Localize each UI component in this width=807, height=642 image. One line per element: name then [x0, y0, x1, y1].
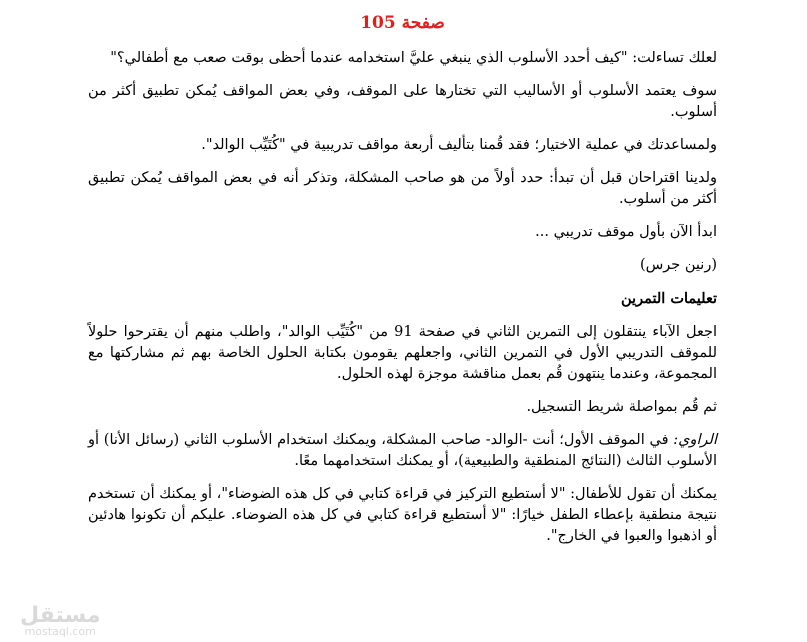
paragraph-question: لعلك تساءلت: "كيف أحدد الأسلوب الذي ينبغي عليَّ استخدامه عندما أحظى بوقت صعب مع أطفالي؟" — [110, 50, 717, 66]
paragraph-training-situations: ولمساعدتك في عملية الاختيار؛ فقد قُمنا بتأليف أربعة مواقف تدريبية في "كُتَيِّب الوالد". — [201, 137, 717, 153]
instruction-exercise: اجعل الآباء ينتقلون إلى التمرين الثاني في صفحة 91 من "كُتَيِّب الوالد"، واطلب منهم أن يقترحوا حلولاً للموقف التدريبي الأول في التمرين الثاني، واجعلهم يقومون بكتابة الحلول الخاصة بهم ثم مشاركتها مع المجموعة، وعندما ينتهون قُم بعمل مناقشة موجزة لهذه الحلول. — [88, 324, 717, 382]
watermark-domain: mostaql.com — [24, 625, 96, 638]
paragraph-bell: (رنين جرس) — [639, 257, 717, 273]
paragraph-start: ابدأ الآن بأول موقف تدريبي ... — [535, 224, 717, 240]
page-number: صفحة 105 — [360, 13, 445, 33]
watermark-logo: مستقل — [20, 603, 101, 628]
narrator-text: في الموقف الأول؛ أنت -الوالد- صاحب المشكلة، ويمكنك استخدام الأسلوب الثاني (رسائل الأنا) أو الأسلوب الثالث (النتائج المنطقية والطبيعية)، أو يمكنك استخدامهما معًا. — [88, 432, 717, 469]
narrator-label: الراوي: — [673, 432, 717, 448]
section-heading: تعليمات التمرين — [621, 290, 717, 307]
narrator-paragraph — [88, 430, 717, 472]
paragraph-method-choice: سوف يعتمد الأسلوب أو الأساليب التي تختارها على الموقف، وفي بعض المواقف يُمكن تطبيق أكثر من أسلوب. — [88, 83, 717, 120]
paragraph-suggestions: ولدينا اقتراحان قبل أن تبدأ: حدد أولاً من هو صاحب المشكلة، وتذكر أنه في بعض المواقف يُمكن تطبيق أكثر من أسلوب. — [88, 170, 717, 207]
instruction-continue-tape: ثم قُم بمواصلة شريط التسجيل. — [526, 399, 717, 415]
paragraph-closing: يمكنك أن تقول للأطفال: "لا أستطيع التركيز في قراءة كتابي في كل هذه الضوضاء"، أو يمكنك أن تستخدم نتيجة منطقية بإعطاء الطفل خيارًا: "لا أستطيع قراءة كتابي في كل هذه الضوضاء. عليكم أن تكونوا هادئين أو اذهبوا والعبوا في الخارج". — [88, 486, 717, 544]
